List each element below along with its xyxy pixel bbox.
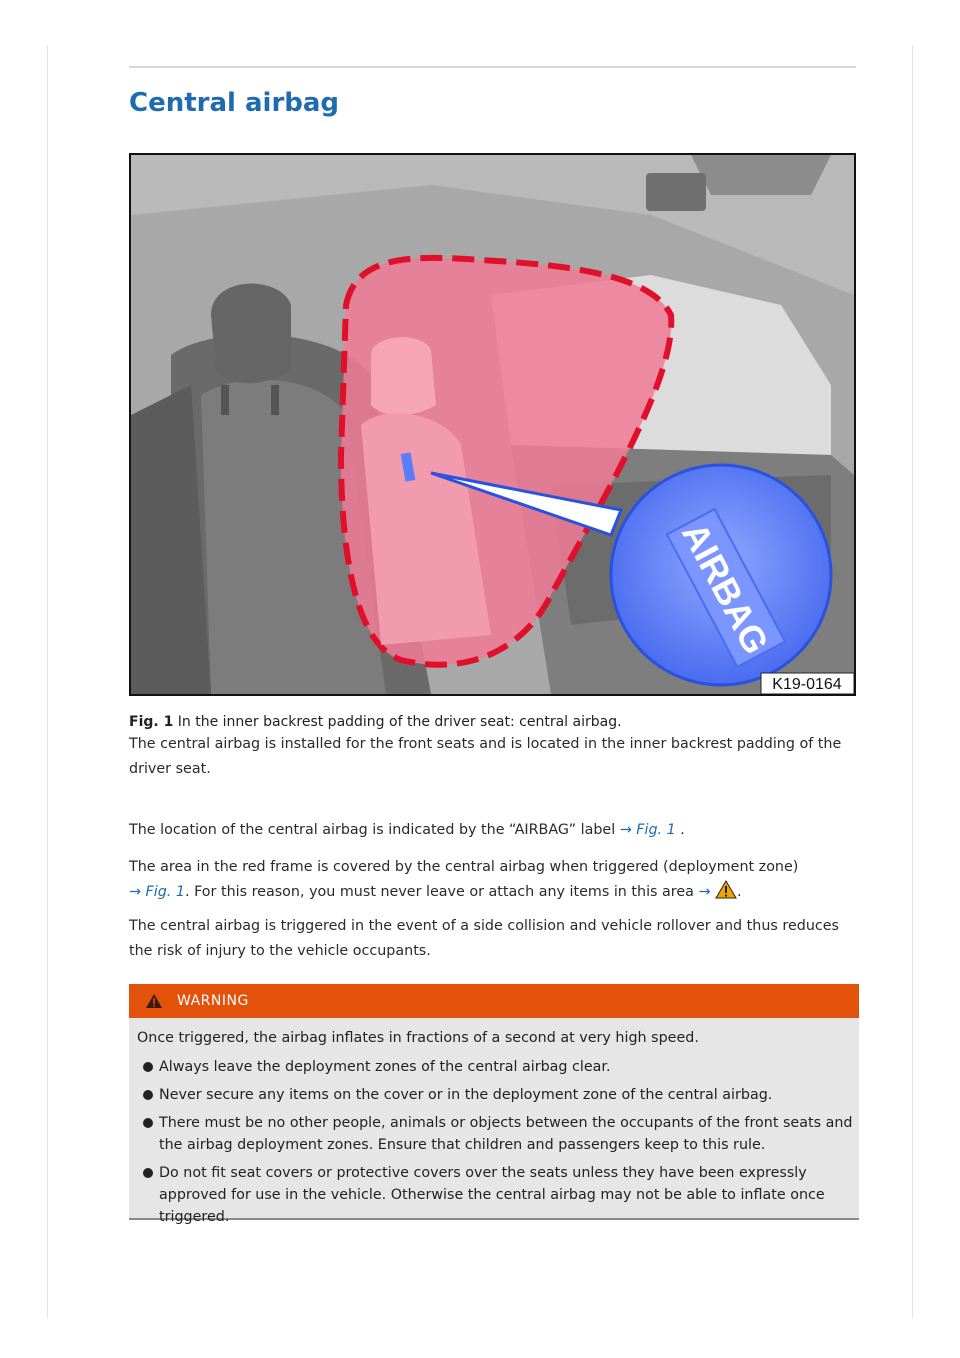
warning-list xyxy=(137,1056,853,1234)
warning-heading: WARNING xyxy=(177,993,249,1009)
paragraph-3 xyxy=(129,855,859,908)
car-interior-illustration xyxy=(131,155,854,694)
bullet-icon xyxy=(143,1090,153,1100)
list-item-text: Never secure any items on the cover or in the deployment zone of the central airbag. xyxy=(159,1087,773,1103)
bullet-icon xyxy=(143,1168,153,1178)
warning-icon xyxy=(145,993,163,1009)
paragraph-3-text-2: . For this reason, you must never leave or attach any items in this area xyxy=(185,884,694,900)
airbag-figure xyxy=(129,153,856,696)
left-margin-line xyxy=(47,45,48,1318)
paragraph-3-text: The area in the red frame is covered by the central airbag when triggered (deployment zone) xyxy=(129,859,799,875)
warning-header xyxy=(129,984,859,1018)
paragraph-2 xyxy=(129,818,859,843)
figure-caption-text: In the inner backrest padding of the driver seat: central airbag. xyxy=(177,714,622,730)
figure-code: K19-0164 xyxy=(772,676,842,693)
list-item xyxy=(137,1056,853,1078)
figure-ref-link[interactable]: Fig. 1 xyxy=(145,884,185,900)
figure-caption-label: Fig. 1 xyxy=(129,714,174,730)
paragraph-2-end: . xyxy=(680,822,685,838)
warning-body xyxy=(129,1018,859,1225)
figure-caption xyxy=(129,714,622,730)
list-item xyxy=(137,1084,853,1106)
figure-ref-link[interactable]: Fig. 1 xyxy=(636,822,676,838)
bullet-icon xyxy=(143,1118,153,1128)
list-item xyxy=(137,1162,853,1228)
arrow-icon: → xyxy=(129,884,141,900)
list-item-text: Always leave the deployment zones of the central airbag clear. xyxy=(159,1059,611,1075)
warning-triangle-icon[interactable] xyxy=(715,880,737,908)
paragraph-3-end: . xyxy=(737,884,742,900)
list-item-text: Do not fit seat covers or protective covers over the seats unless they have been expressly approved for use in the vehicle. Otherwise the central airbag may not be able to inflate once triggered. xyxy=(159,1165,825,1225)
paragraph-1: The central airbag is installed for the front seats and is located in the inner backrest padding of the driver seat. xyxy=(129,736,842,777)
list-item-text: There must be no other people, animals or objects between the occupants of the front seats and the airbag deployment zones. Ensure that children and passengers keep to this rule. xyxy=(159,1115,853,1153)
list-item xyxy=(137,1112,853,1156)
arrow-icon: → xyxy=(698,884,711,900)
arrow-icon: → xyxy=(619,822,632,838)
page-title: Central airbag xyxy=(129,88,340,118)
top-rule xyxy=(129,66,856,68)
right-margin-line xyxy=(912,45,913,1318)
airbag-label-text: AIRBAG xyxy=(674,515,777,661)
paragraph-4: The central airbag is triggered in the event of a side collision and vehicle rollover and thus reduces the risk of injury to the vehicle occupants. xyxy=(129,918,839,959)
warning-intro: Once triggered, the airbag inflates in fractions of a second at very high speed. xyxy=(137,1030,699,1046)
paragraph-2-text: The location of the central airbag is indicated by the “AIRBAG” label xyxy=(129,822,616,838)
bullet-icon xyxy=(143,1062,153,1072)
